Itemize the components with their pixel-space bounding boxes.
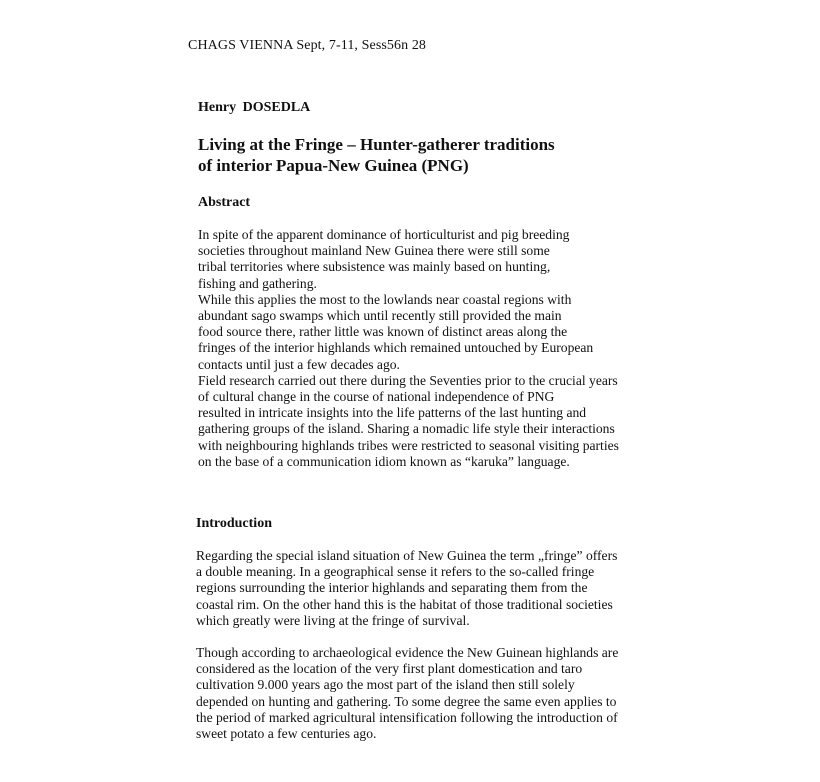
abstract-line: gathering groups of the island. Sharing a nomadic life style their interactions: [198, 421, 615, 437]
paragraph-line: Though according to archaeological evidence the New Guinean highlands are: [196, 645, 619, 660]
abstract-line: fringes of the interior highlands which remained untouched by European: [198, 340, 594, 356]
paragraph-line: cultivation 9.000 years ago the most part of the island then still solely: [196, 677, 575, 693]
abstract-line: Field research carried out there during the Seventies prior to the crucial years: [198, 372, 618, 388]
abstract-line: on the base of a communication idiom known as “karuka” language.: [198, 453, 570, 469]
abstract-body: [198, 227, 619, 470]
abstract-line: resulted in intricate insights into the life patterns of the last hunting and: [198, 405, 587, 421]
paragraph-line: which greatly were living at the fringe of survival.: [196, 612, 470, 628]
running-header: CHAGS VIENNA Sept, 7-11, Sess56n 28: [188, 38, 427, 53]
abstract-line: societies throughout mainland New Guinea there were still some: [198, 243, 550, 259]
title-line: Living at the Fringe – Hunter-gatherer traditions: [198, 135, 555, 154]
introduction-paragraph-2: [196, 645, 618, 742]
paragraph-line: regions surrounding the interior highlands and separating them from the: [196, 580, 588, 596]
introduction-paragraph-1: [196, 548, 617, 629]
paragraph-line: considered as the location of the very first plant domestication and taro: [196, 661, 583, 677]
introduction-heading: Introduction: [196, 516, 272, 531]
paragraph-line: the period of marked agricultural intensification following the introduction of: [196, 709, 618, 725]
abstract-line: of cultural change in the course of national independence of PNG: [198, 389, 555, 405]
abstract-line: food source there, rather little was known of distinct areas along the: [198, 324, 568, 340]
abstract-line: While this applies the most to the lowlands near coastal regions with: [198, 291, 572, 307]
paper-title: [198, 134, 555, 176]
abstract-line: tribal territories where subsistence was mainly based on hunting,: [198, 259, 551, 275]
paragraph-line: a double meaning. In a geographical sense it refers to the so-called fringe: [196, 564, 595, 580]
paragraph-line: Regarding the special island situation of New Guinea the term „fringe” offers: [196, 548, 618, 563]
abstract-line: In spite of the apparent dominance of horticulturist and pig breeding: [198, 227, 570, 242]
paragraph-line: depended on hunting and gathering. To some degree the same even applies to: [196, 693, 617, 709]
title-line: of interior Papua-New Guinea (PNG): [198, 156, 469, 175]
author-name: Henry DOSEDLA: [198, 100, 311, 115]
abstract-line: with neighbouring highlands tribes were restricted to seasonal visiting parties: [198, 437, 619, 453]
paragraph-line: sweet potato a few centuries ago.: [196, 726, 377, 742]
abstract-heading: Abstract: [198, 195, 251, 210]
paragraph-line: coastal rim. On the other hand this is the habitat of those traditional societies: [196, 596, 613, 612]
abstract-line: fishing and gathering.: [198, 275, 317, 291]
abstract-line: contacts until just a few decades ago.: [198, 356, 400, 372]
abstract-line: abundant sago swamps which until recently still provided the main: [198, 308, 562, 324]
